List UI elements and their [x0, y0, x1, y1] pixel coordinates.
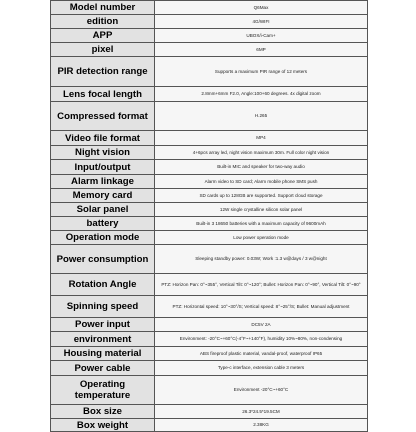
spec-label: Rotation Angle [51, 274, 155, 296]
spec-label: battery [51, 217, 155, 231]
spec-label: Lens focal length [51, 87, 155, 102]
spec-value: 12W single crystalline silicon solar panel [155, 203, 368, 217]
spec-value: Low power operation mode [155, 231, 368, 245]
spec-label: Box size [51, 405, 155, 419]
spec-label: Solar panel [51, 203, 155, 217]
spec-row [51, 405, 368, 419]
spec-value: MP4 [155, 131, 368, 146]
spec-label: environment [51, 332, 155, 347]
spec-row [51, 131, 368, 146]
spec-row [51, 347, 368, 361]
spec-label: Spinning speed [51, 296, 155, 318]
spec-label: Power consumption [51, 245, 155, 274]
spec-value: PTZ: Horizontal speed: 10°~30°/S; Vertical speed: 8°~25°/S; Bullet: Manual adjustment [155, 296, 368, 318]
spec-value: UBOX/i-Cam+ [155, 29, 368, 43]
spec-row [51, 217, 368, 231]
spec-value: Built-in MIC and speaker for two-way audio [155, 160, 368, 175]
spec-row [51, 175, 368, 189]
spec-value: Environment -20°C~+60°C [155, 376, 368, 405]
spec-label: Power input [51, 318, 155, 332]
spec-label: Night vision [51, 146, 155, 160]
spec-label: Alarm linkage [51, 175, 155, 189]
spec-label: Memory card [51, 189, 155, 203]
spec-label: Box weight [51, 419, 155, 432]
spec-label: edition [51, 15, 155, 29]
spec-row [51, 160, 368, 175]
spec-value: PTZ: Horizon Pan: 0°~355°, Vertical Tilt: 0°~120°; Bullet: Horizon Pan: 0°~90°, Vertical Tilt: 0°~90° [155, 274, 368, 296]
spec-row [51, 43, 368, 57]
spec-value: 26.3*24.5*19.5CM [155, 405, 368, 419]
spec-table [50, 0, 368, 432]
spec-value: 2.38KG [155, 419, 368, 432]
spec-label: Operating temperature [51, 376, 155, 405]
spec-row [51, 189, 368, 203]
spec-label: pixel [51, 43, 155, 57]
spec-row [51, 203, 368, 217]
spec-label: Video file format [51, 131, 155, 146]
spec-value: 2.8mm+6mm F2.0, Angle:100+60 degrees. 4x digital zoom [155, 87, 368, 102]
spec-value: 6MP [155, 43, 368, 57]
spec-row [51, 29, 368, 43]
spec-row [51, 296, 368, 318]
spec-value: Q6Max [155, 1, 368, 15]
spec-row [51, 102, 368, 131]
spec-value: Environment: -20°C~+60°C(-4°F~+140°F), humidity 10%~80%, non-condensing [155, 332, 368, 347]
spec-label: Housing material [51, 347, 155, 361]
spec-label: Input/output [51, 160, 155, 175]
spec-value: Built-in 3 18650 batteries with a maximum capacity of 9600mAh [155, 217, 368, 231]
spec-row [51, 332, 368, 347]
spec-label: Compressed format [51, 102, 155, 131]
spec-row [51, 146, 368, 160]
spec-value: Supports a maximum PIR range of 12 meters [155, 57, 368, 87]
spec-row [51, 361, 368, 376]
spec-row [51, 87, 368, 102]
spec-value: 4G/WIFI [155, 15, 368, 29]
spec-label: APP [51, 29, 155, 43]
spec-row [51, 318, 368, 332]
spec-label: Operation mode [51, 231, 155, 245]
spec-value: Type-c interface, extension cable 3 meters [155, 361, 368, 376]
spec-row [51, 57, 368, 87]
spec-value: Alarm video to SD card; Alarm mobile phone SMS push [155, 175, 368, 189]
spec-label: Model number [51, 1, 155, 15]
spec-value: H.265 [155, 102, 368, 131]
spec-label: PIR detection range [51, 57, 155, 87]
spec-row [51, 245, 368, 274]
spec-value: SD cards up to 128GB are supported. Support cloud storage [155, 189, 368, 203]
spec-label: Power cable [51, 361, 155, 376]
spec-row [51, 274, 368, 296]
spec-table-body [51, 1, 368, 432]
spec-value: 4+6pcs array led, night vision maximum 30m. Full color night vision [155, 146, 368, 160]
spec-row [51, 15, 368, 29]
spec-value: ABS fireproof plastic material, vandal-proof, waterproof IP65 [155, 347, 368, 361]
spec-row [51, 231, 368, 245]
spec-row [51, 376, 368, 405]
spec-row [51, 419, 368, 432]
spec-value: DC5V 2A [155, 318, 368, 332]
spec-value: Sleeping standby power: 0.03W; Work :1.3 w@days / 3 w@night [155, 245, 368, 274]
spec-row [51, 1, 368, 15]
